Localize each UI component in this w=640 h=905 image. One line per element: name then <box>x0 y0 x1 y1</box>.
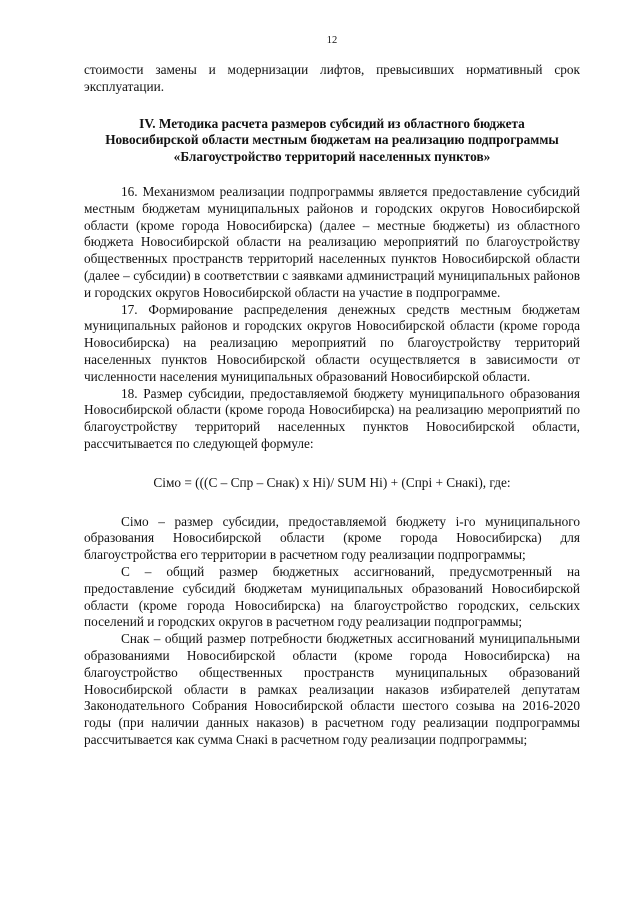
section-heading-line-3: «Благоустройство территорий населенных пунктов» <box>173 149 491 165</box>
definition-simo: Сімо – размер субсидии, предоставляемой бюджету i-го муниципального образования Новосибирской области (кроме города Новосибирска) для благоустройства его территории в расчетном году реализации подпрограммы; <box>84 513 580 563</box>
paragraph-18: 18. Размер субсидии, предоставляемой бюджету муниципального образования Новосибирской области (кроме города Новосибирска) на реализацию мероприятий по благоустройству территорий населенных пунктов Новосибирской области, рассчитывается по следующей формуле: <box>84 385 580 451</box>
page-number: 12 <box>326 35 338 46</box>
section-heading-line-1: IV. Методика расчета размеров субсидий из областного бюджета <box>139 115 525 131</box>
paragraph-16: 16. Механизмом реализации подпрограммы является предоставление субсидий местным бюджетам муниципальных районов и городских округов Новосибирской области (кроме города Новосибирска) (далее – местные бюджеты) из областного бюджета Новосибирской области на реализацию мероприятий по благоустройству общественных пространств территорий населенных пунктов Новосибирской области (далее – субсидии) в соответствии с заявками администраций муниципальных районов и городских округов Новосибирской области на участие в подпрограмме. <box>84 183 580 300</box>
document-page <box>84 34 580 749</box>
definition-c: С – общий размер бюджетных ассигнований, предусмотренный на предоставление субсидий бюджетам муниципальных образований Новосибирской области (кроме города Новосибирска) на благоустройство городских, сельских поселений и городских округов в расчетном году реализации подпрограммы; <box>84 563 580 630</box>
definition-snak: Снак – общий размер потребности бюджетных ассигнований муниципальными образованиями Новосибирской области (кроме города Новосибирска) на благоустройство общественных пространств муниципальных образований Новосибирской области в рамках реализации наказов избирателей депутатам Законодательного Собрания Новосибирской области шестого созыва на 2016-2020 годы (при наличии данных наказов) в расчетном году реализации подпрограммы рассчитывается как сумма Снакі в расчетном году реализации подпрограммы; <box>84 631 580 747</box>
subsidy-formula: Сімо = (((С – Спр – Снак) х Ні)/ SUM Ні) + (Спрі + Снакі), где: <box>153 474 511 490</box>
section-heading-line-2: Новосибирской области местным бюджетам на реализацию подпрограммы <box>105 132 559 148</box>
paragraph-17: 17. Формирование распределения денежных средств местным бюджетам муниципальных районов и городских округов Новосибирской области (кроме города Новосибирска) на реализацию мероприятий по благоустройству территорий населенных пунктов Новосибирской области осуществляется в зависимости от численности населения муниципальных образований Новосибирской области. <box>84 301 580 384</box>
intro-paragraph: стоимости замены и модернизации лифтов, превысивших нормативный срок эксплуатации. <box>84 62 580 94</box>
section-heading <box>84 116 580 166</box>
